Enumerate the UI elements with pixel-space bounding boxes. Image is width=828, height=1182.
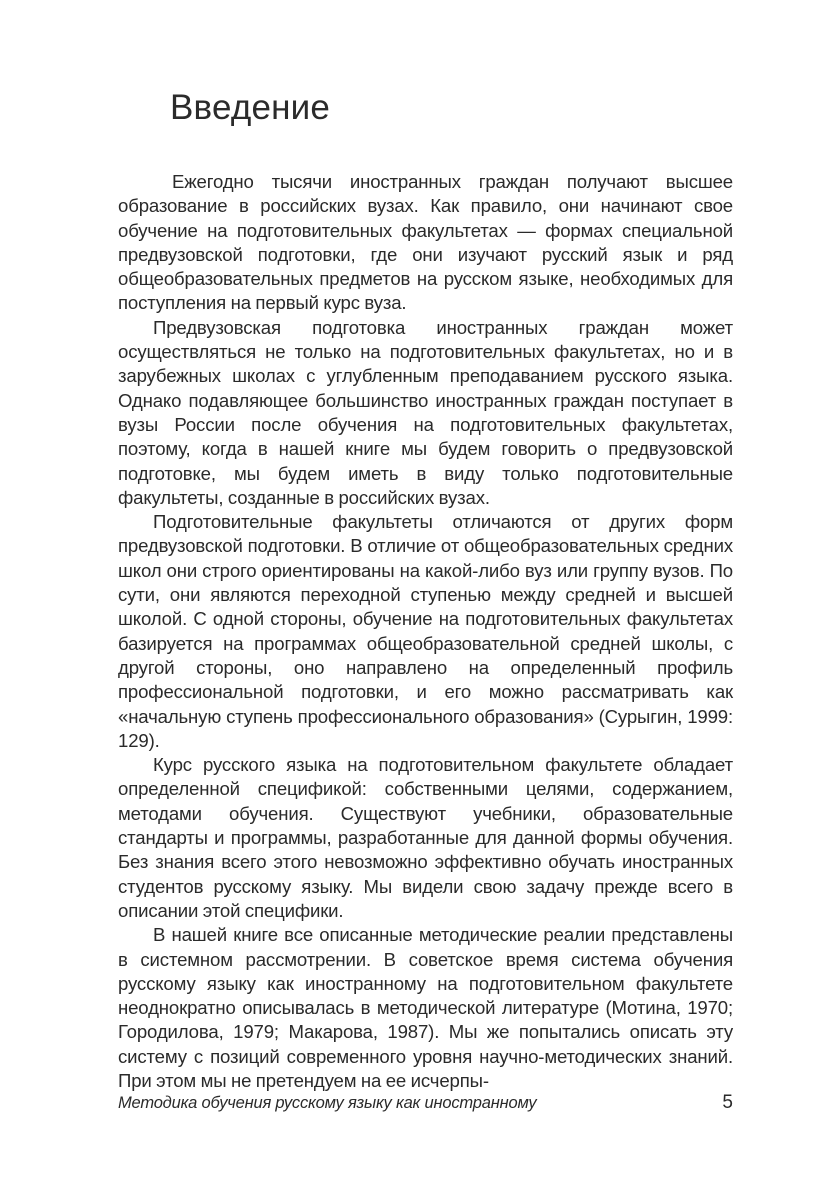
chapter-title: Введение [170, 88, 331, 127]
running-title: Методика обучения русскому языку как иностранному [118, 1094, 537, 1112]
body-text [118, 170, 733, 1093]
page-footer [118, 1091, 733, 1115]
page-number: 5 [722, 1092, 733, 1113]
paragraph-1: Ежегодно тысячи иностранных граждан получают высшее образование в российских вузах. Как правило, они начинают свое обучение на подготовительных факультетах — формах специальной предвузовской подготовки, где они изучают русский язык и ряд общеобразовательных предметов на русском языке, необходимых для поступления на первый курс вуза. [118, 171, 733, 314]
paragraph-5: В нашей книге все описанные методические реалии представлены в системном рассмотрении. В советское время система обучения русскому языку как иностранному на подготовительном факультете неоднократно описывалась в методической литературе (Мотина, 1970; Городилова, 1979; Макарова, 1987). Мы же попытались описать эту систему с позиций современного уровня научно-методических знаний. При этом мы не претендуем на ее исчерпы- [118, 924, 733, 1091]
paragraph-3: Подготовительные факультеты отличаются от других форм предвузовской подготовки. В отличие от общеобразовательных средних школ они строго ориентированы на какой-либо вуз или группу вузов. По сути, они являются переходной ступенью между средней и высшей школой. С одной стороны, обучение на подготовительных факультетах базируется на программах общеобразовательной средней школы, с другой стороны, оно направлено на определенный профиль профессиональной подготовки, и его можно рассматривать как «начальную ступень профессионального образования» (Сурыгин, 1999: 129). [118, 511, 733, 751]
paragraph-2: Предвузовская подготовка иностранных граждан может осуществляться не только на подготовительных факультетах, но и в зарубежных школах с углубленным преподаванием русского языка. Однако подавляющее большинство иностранных граждан поступает в вузы России после обучения на подготовительных факультетах, поэтому, когда в нашей книге мы будем говорить о предвузовской подготовке, мы будем иметь в виду только подготовительные факультеты, созданные в российских вузах. [118, 316, 733, 508]
paragraph-4: Курс русского языка на подготовительном факультете обладает определенной спецификой: собственными целями, содержанием, методами обучения. Существуют учебники, образовательные стандарты и программы, разработанные для данной формы обучения. Без знания всего этого невозможно эффективно обучать иностранных студентов русскому языку. Мы видели свою задачу прежде всего в описании этой специфики. [118, 754, 733, 921]
